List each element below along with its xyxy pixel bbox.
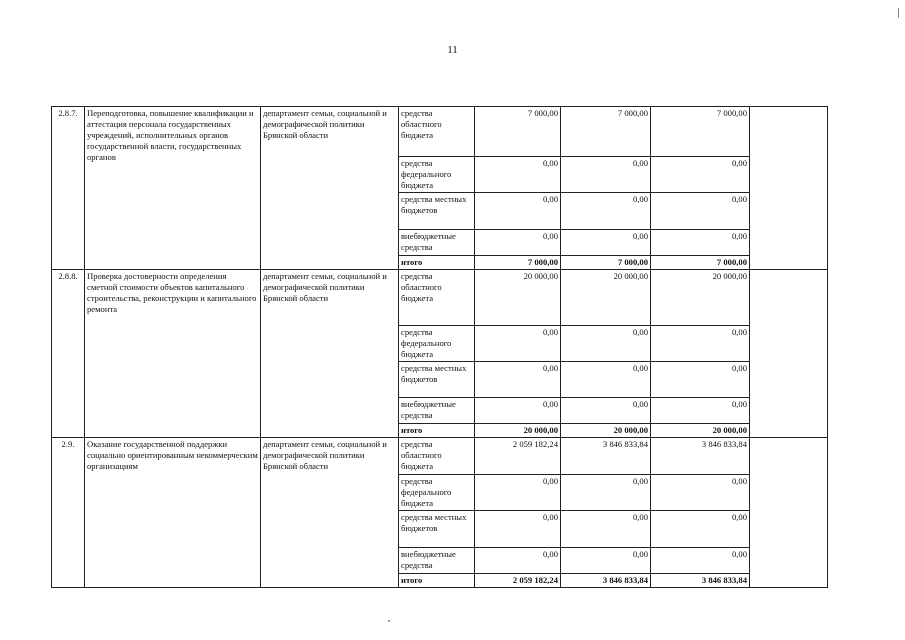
source-label: средства областного бюджета: [399, 107, 475, 157]
item-executor: департамент семьи, социальной и демографической политики Брянской области: [261, 438, 399, 588]
value-cell: 0,00: [651, 157, 750, 193]
item-executor: департамент семьи, социальной и демографической политики Брянской области: [261, 270, 399, 438]
value-cell: 7 000,00: [651, 107, 750, 157]
value-cell: 0,00: [651, 326, 750, 362]
value-cell: 0,00: [475, 230, 561, 256]
budget-table: [51, 106, 828, 588]
source-label: средства местных бюджетов: [399, 511, 475, 548]
value-cell: 0,00: [475, 157, 561, 193]
value-cell: 7 000,00: [475, 107, 561, 157]
page-number: 11: [447, 44, 458, 56]
value-cell: 0,00: [475, 548, 561, 574]
item-index: 2.8.8.: [52, 270, 85, 438]
total-value: 7 000,00: [651, 256, 750, 270]
value-cell: 2 059 182,24: [475, 438, 561, 475]
value-cell: 0,00: [561, 398, 651, 424]
total-value: 2 059 182,24: [475, 574, 561, 588]
value-cell: 0,00: [475, 511, 561, 548]
value-cell: 20 000,00: [475, 270, 561, 326]
source-label: внебюджетные средства: [399, 230, 475, 256]
source-label: внебюджетные средства: [399, 398, 475, 424]
item-name: Оказание государственной поддержки социально ориентированным некоммерческим организациям: [85, 438, 261, 588]
value-cell: 20 000,00: [651, 270, 750, 326]
value-cell: 0,00: [561, 475, 651, 511]
value-cell: 3 846 833,84: [651, 438, 750, 475]
source-label: внебюджетные средства: [399, 548, 475, 574]
value-cell: 0,00: [561, 230, 651, 256]
item-index: 2.9.: [52, 438, 85, 588]
table-row: [52, 107, 828, 157]
source-label: средства областного бюджета: [399, 270, 475, 326]
source-label: средства местных бюджетов: [399, 362, 475, 398]
value-cell: 0,00: [475, 326, 561, 362]
value-cell: 0,00: [651, 362, 750, 398]
table-row: [52, 438, 828, 475]
value-cell: 0,00: [475, 398, 561, 424]
value-cell: 0,00: [561, 362, 651, 398]
value-cell: 20 000,00: [561, 270, 651, 326]
total-value: 3 846 833,84: [651, 574, 750, 588]
value-cell: 0,00: [651, 511, 750, 548]
empty-cell: [750, 270, 828, 438]
total-value: 7 000,00: [561, 256, 651, 270]
total-label: итого: [399, 424, 475, 438]
value-cell: 0,00: [561, 548, 651, 574]
source-label: средства федерального бюджета: [399, 157, 475, 193]
value-cell: 0,00: [561, 511, 651, 548]
value-cell: 0,00: [651, 398, 750, 424]
total-value: 3 846 833,84: [561, 574, 651, 588]
source-label: средства федерального бюджета: [399, 475, 475, 511]
total-label: итого: [399, 256, 475, 270]
value-cell: 3 846 833,84: [561, 438, 651, 475]
table-row: [52, 270, 828, 326]
value-cell: 0,00: [651, 193, 750, 230]
source-label: средства областного бюджета: [399, 438, 475, 475]
source-label: средства местных бюджетов: [399, 193, 475, 230]
item-name: Проверка достоверности определения сметной стоимости объектов капитального строительства, реконструкции и капитального ремонта: [85, 270, 261, 438]
value-cell: 0,00: [475, 362, 561, 398]
item-executor: департамент семьи, социальной и демографической политики Брянской области: [261, 107, 399, 270]
item-index: 2.8.7.: [52, 107, 85, 270]
value-cell: 0,00: [561, 157, 651, 193]
value-cell: 0,00: [651, 548, 750, 574]
value-cell: 0,00: [475, 193, 561, 230]
item-name: Переподготовка, повышение квалификации и аттестация персонала государственных учреждений, исполнительных органов государственной власти, государственных органов: [85, 107, 261, 270]
scan-dot-mark: [388, 620, 390, 622]
value-cell: 0,00: [561, 326, 651, 362]
value-cell: 0,00: [561, 193, 651, 230]
scan-edge-mark: [898, 8, 899, 18]
empty-cell: [750, 107, 828, 270]
value-cell: 7 000,00: [561, 107, 651, 157]
total-value: 20 000,00: [475, 424, 561, 438]
source-label: средства федерального бюджета: [399, 326, 475, 362]
total-value: 7 000,00: [475, 256, 561, 270]
value-cell: 0,00: [651, 475, 750, 511]
total-value: 20 000,00: [651, 424, 750, 438]
total-label: итого: [399, 574, 475, 588]
empty-cell: [750, 438, 828, 588]
value-cell: 0,00: [475, 475, 561, 511]
total-value: 20 000,00: [561, 424, 651, 438]
value-cell: 0,00: [651, 230, 750, 256]
